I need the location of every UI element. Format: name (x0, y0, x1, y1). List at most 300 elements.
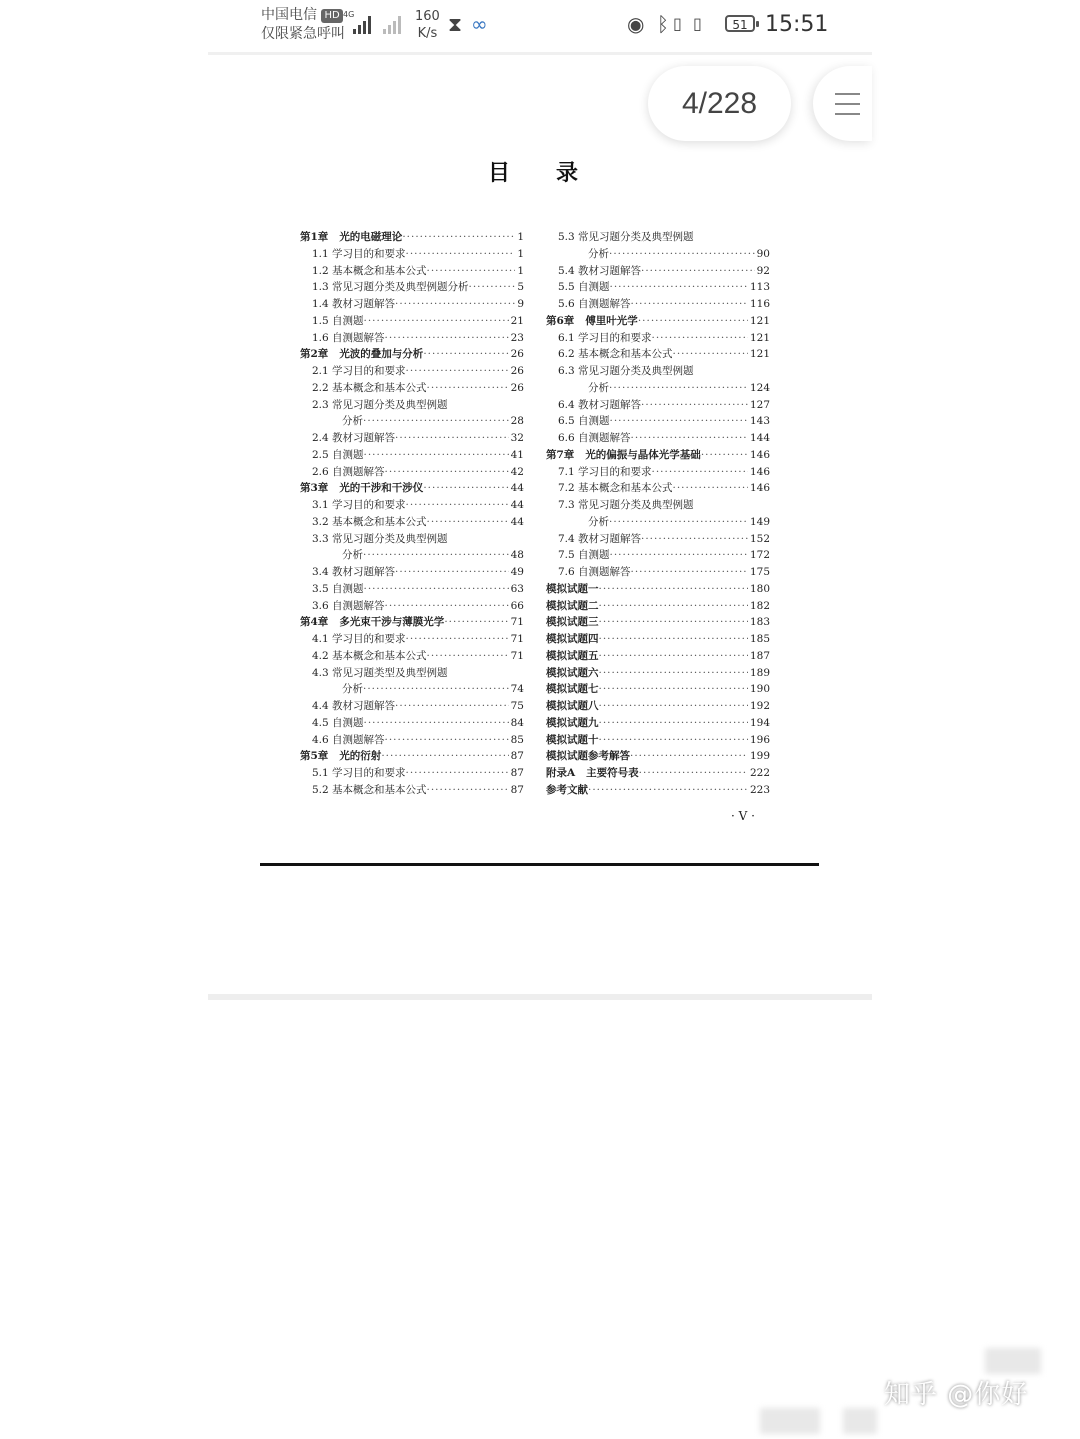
nfc-icon: ▯ (673, 14, 682, 33)
toc-entry-title: 主要符号表 (586, 767, 639, 779)
toc-entry[interactable] (300, 296, 524, 313)
toc-entry[interactable] (546, 715, 770, 732)
toc-entry-title: 常见习题类型及典型例题 (332, 666, 448, 679)
toc-entry[interactable] (546, 447, 770, 464)
toc-entry-title: 光的偏振与晶体光学基础 (585, 448, 701, 461)
toc-entry[interactable] (300, 430, 524, 447)
toc-leader-dots (406, 631, 509, 648)
toc-entry[interactable] (546, 464, 770, 481)
toc-entry[interactable] (546, 296, 770, 313)
toc-entry[interactable] (546, 397, 770, 414)
toc-entry[interactable] (300, 380, 524, 397)
toc-entry-page: 9 (517, 298, 524, 310)
toc-entry-page: 1 (517, 247, 524, 260)
toc-entry-title: 教材习题解答 (578, 398, 641, 411)
toc-entry-title: 自测题 (332, 314, 364, 327)
toc-entry[interactable] (300, 480, 524, 497)
toc-entry[interactable] (300, 665, 524, 682)
toc-leader-dots (444, 614, 508, 631)
toc-entry[interactable] (546, 598, 770, 615)
toc-entry-page: 149 (749, 515, 770, 528)
toc-entry-page: 71 (510, 616, 524, 629)
toc-entry-number: 1.1 (312, 247, 329, 260)
toc-entry-number: 第4章 (300, 616, 329, 629)
toc-column-left (300, 229, 524, 799)
toc-leader-dots (406, 497, 509, 514)
toc-entry[interactable] (546, 413, 770, 430)
battery-icon: 51 (725, 15, 755, 32)
toc-entry-title: 基本概念和基本公式 (332, 264, 427, 277)
toc-entry-number: 7.3 (558, 499, 575, 511)
toc-entry-title: 基本概念和基本公式 (332, 515, 427, 528)
toc-entry-title: 自测题解答 (578, 566, 631, 578)
toc-entry-title: 分析 (588, 515, 609, 528)
toc-entry[interactable] (300, 497, 524, 514)
toc-entry[interactable] (546, 514, 770, 531)
toc-leader-dots (364, 447, 509, 464)
toc-entry-page: 1 (517, 264, 524, 277)
toc-entry[interactable] (546, 279, 770, 296)
toc-leader-dots (363, 413, 509, 430)
toc-entry-title: 自测题 (578, 281, 610, 294)
toc-leader-dots (610, 413, 748, 430)
toc-leader-dots (609, 380, 748, 397)
toc-entry[interactable] (300, 330, 524, 347)
toc-entry-title: 分析 (342, 683, 363, 696)
toc-entry-title: 教材习题解答 (332, 700, 395, 712)
toc-leader-dots (395, 430, 509, 447)
toc-entry-number: 2.6 (312, 465, 329, 478)
toc-leader-dots (423, 346, 508, 363)
toc-entry[interactable] (546, 346, 770, 363)
page-bottom-rule (260, 863, 819, 866)
toc-leader-dots (469, 279, 516, 296)
toc-entry-title: 傅里叶光学 (585, 314, 638, 327)
toc-entry-title: 模拟试题七 (546, 683, 599, 696)
toc-leader-dots (385, 330, 509, 347)
toc-leader-dots (364, 581, 509, 598)
toc-entry[interactable] (546, 229, 770, 246)
toc-entry[interactable] (300, 514, 524, 531)
toc-entry-title: 基本概念和基本公式 (332, 783, 427, 796)
toc-entry[interactable] (300, 732, 524, 749)
menu-icon (835, 93, 860, 95)
page-number-roman: · V · (731, 809, 755, 823)
toc-leader-dots (631, 564, 748, 581)
toc-entry-number: 第6章 (546, 314, 575, 327)
toc-leader-dots (427, 648, 509, 665)
toc-entry-page: 44 (510, 482, 524, 495)
toc-entry[interactable] (546, 263, 770, 280)
toc-entry-number: 1.4 (312, 298, 329, 310)
toc-leader-dots (609, 514, 748, 531)
toc-entry[interactable] (546, 732, 770, 749)
toc-entry-page: 182 (749, 599, 770, 612)
toc-entry-number: 5.3 (558, 231, 575, 243)
toc-entry-title: 模拟试题九 (546, 716, 599, 729)
toc-entry-number: 附录A (546, 767, 576, 779)
hd-badge: HD (321, 9, 342, 23)
toc-entry-title: 教材习题解答 (578, 264, 641, 277)
toc-entry[interactable] (300, 698, 524, 715)
toc-entry[interactable] (300, 346, 524, 363)
toc-leader-dots (599, 614, 748, 631)
toc-entry-title: 教材习题解答 (332, 566, 395, 578)
toc-leader-dots (639, 765, 748, 782)
toc-entry-number: 4.5 (312, 716, 329, 729)
speed-value: 160 (415, 9, 440, 24)
toc-entry[interactable] (300, 279, 524, 296)
toc-entry-page: 74 (510, 683, 524, 696)
toc-entry-number: 5.5 (558, 281, 575, 294)
toc-entry-title: 学习目的和要求 (578, 465, 652, 478)
toc-entry-page: 172 (749, 549, 770, 562)
toc-entry-title: 基本概念和基本公式 (332, 381, 427, 394)
toc-entry[interactable] (300, 782, 524, 799)
toc-entry-number: 7.5 (558, 549, 575, 562)
toc-entry[interactable] (546, 581, 770, 598)
toc-entry-title: 模拟试题三 (546, 616, 599, 629)
toc-entry-number: 第7章 (546, 448, 575, 461)
toc-entry[interactable] (300, 598, 524, 615)
toc-leader-dots (609, 246, 755, 263)
toc-entry[interactable] (300, 246, 524, 263)
toc-entry-page: 49 (510, 566, 524, 578)
toc-entry-title: 自测题 (332, 582, 364, 595)
toc-entry-title: 自测题 (332, 448, 364, 461)
toc-entry-page: 85 (510, 733, 524, 746)
toc-entry-title: 模拟试题八 (546, 700, 599, 712)
toc-entry[interactable] (300, 447, 524, 464)
toc-entry-page: 32 (510, 432, 524, 444)
toc-leader-dots (385, 732, 509, 749)
toc-entry-title: 自测题解答 (332, 733, 385, 746)
toc-leader-dots (599, 631, 748, 648)
toc-entry[interactable] (546, 748, 770, 765)
toc-leader-dots (364, 715, 509, 732)
toc-entry-number: 6.5 (558, 415, 575, 428)
blurred-area (985, 1348, 1041, 1374)
toc-entry-title: 光的电磁理论 (339, 231, 403, 243)
toc-entry-number: 1.2 (312, 264, 329, 277)
vibrate-icon: ▯ (693, 14, 702, 33)
page-indicator[interactable]: 4/228 (648, 66, 791, 141)
toc-leader-dots (395, 564, 509, 581)
toc-leader-dots (364, 313, 509, 330)
toc-leader-dots (599, 732, 748, 749)
toc-entry[interactable] (300, 631, 524, 648)
toc-entry-number: 3.5 (312, 582, 329, 595)
toc-title: 目录 (488, 160, 625, 186)
toc-entry-page: 44 (510, 515, 524, 528)
toc-entry-title: 常见习题分类及典型例题 (332, 532, 448, 545)
toc-entry-title: 模拟试题一 (546, 582, 599, 595)
toc-leader-dots (652, 464, 748, 481)
carrier-info (261, 6, 345, 44)
toc-entry-number: 第1章 (300, 231, 329, 243)
toc-entry-title: 分析 (588, 247, 609, 260)
toc-entry-number: 4.6 (312, 733, 329, 746)
toc-entry[interactable] (300, 648, 524, 665)
toc-entry-number: 3.3 (312, 532, 329, 545)
toc-entry-title: 自测题 (332, 716, 364, 729)
toc-entry-number: 7.4 (558, 532, 575, 545)
toc-leader-dots (385, 464, 509, 481)
toc-entry-number: 1.6 (312, 331, 329, 344)
toc-entry-page: 183 (749, 616, 770, 629)
toc-entry-number: 4.4 (312, 700, 329, 712)
blurred-area (843, 1408, 877, 1434)
toc-leader-dots (406, 765, 509, 782)
hourglass-icon: ⧗ (448, 12, 463, 36)
toc-entry-page: 190 (749, 683, 770, 696)
toc-leader-dots (641, 531, 748, 548)
toc-entry-number: 7.6 (558, 566, 575, 578)
toc-entry-title: 自测题 (578, 549, 610, 562)
toc-leader-dots (599, 665, 748, 682)
toc-entry-number: 2.3 (312, 398, 329, 411)
toc-entry-title: 光波的叠加与分析 (339, 348, 424, 361)
toc-entry-number: 6.2 (558, 348, 575, 361)
toc-entry-page: 196 (749, 733, 770, 746)
clock: 15:51 (765, 12, 829, 37)
toc-entry-number: 第3章 (300, 482, 329, 495)
toc-entry[interactable] (300, 715, 524, 732)
toc-leader-dots (701, 447, 748, 464)
toc-entry[interactable] (300, 531, 524, 548)
toc-leader-dots (641, 263, 755, 280)
toc-entry-page: 192 (749, 700, 770, 712)
toc-entry-title: 常见习题分类及典型例题 (578, 231, 694, 243)
toc-entry-title: 自测题解答 (332, 599, 385, 612)
toc-entry-page: 187 (749, 649, 770, 662)
toc-entry-page: 194 (749, 716, 770, 729)
blurred-area (760, 1408, 820, 1434)
toc-column-right (546, 229, 770, 799)
toc-entry-page: 71 (510, 649, 524, 662)
toc-entry-title: 学习目的和要求 (332, 767, 406, 779)
eye-comfort-icon: ◉ (627, 12, 645, 36)
toc-entry-title: 常见习题分类及典型例题 (578, 499, 694, 511)
toc-entry-title: 自测题解答 (578, 298, 631, 310)
network-speed (415, 8, 440, 42)
toc-entry-number: 2.2 (312, 381, 329, 394)
toc-entry-title: 模拟试题二 (546, 599, 599, 612)
toc-entry[interactable] (546, 648, 770, 665)
toc-entry[interactable] (546, 681, 770, 698)
toc-entry[interactable] (546, 480, 770, 497)
toc-leader-dots (406, 246, 516, 263)
toc-entry-number: 4.2 (312, 649, 329, 662)
toc-entry-page: 146 (749, 465, 770, 478)
toc-entry-number: 4.3 (312, 666, 329, 679)
toc-entry-page: 121 (749, 314, 770, 327)
toc-entry-title: 教材习题解答 (578, 532, 641, 545)
toc-leader-dots (427, 514, 509, 531)
toc-leader-dots (363, 681, 509, 698)
toc-entry-page: 75 (510, 700, 524, 712)
toc-leader-dots (402, 229, 515, 246)
toc-entry-title: 教材习题解答 (332, 432, 395, 444)
toc-entry[interactable] (546, 531, 770, 548)
toc-leader-dots (638, 313, 748, 330)
toc-entry-title: 分析 (342, 415, 363, 428)
toc-entry-page: 42 (510, 465, 524, 478)
toc-entry-number: 5.2 (312, 783, 329, 796)
toc-entry[interactable] (300, 681, 524, 698)
toc-entry[interactable] (546, 363, 770, 380)
toc-entry[interactable] (300, 564, 524, 581)
toc-entry[interactable] (546, 313, 770, 330)
toc-entry-page: 21 (510, 314, 524, 327)
toc-entry[interactable] (300, 464, 524, 481)
toc-entry[interactable] (300, 614, 524, 631)
toc-entry[interactable] (546, 246, 770, 263)
toc-entry-title: 基本概念和基本公式 (578, 348, 673, 361)
toc-entry-number: 3.2 (312, 515, 329, 528)
toc-entry-number: 第5章 (300, 750, 329, 763)
toc-entry-page: 28 (510, 415, 524, 428)
toc-entry-page: 127 (749, 398, 770, 411)
toc-entry-title: 基本概念和基本公式 (332, 649, 427, 662)
toc-entry[interactable] (300, 413, 524, 430)
speed-unit: K/s (417, 26, 438, 41)
carrier-name: 中国电信 (261, 7, 317, 23)
toc-entry-number: 第2章 (300, 348, 329, 361)
toc-entry-page: 66 (510, 599, 524, 612)
toc-entry-title: 分析 (588, 381, 609, 394)
toc-entry-page: 223 (749, 783, 770, 796)
toc-entry-title: 模拟试题五 (546, 649, 599, 662)
bluetooth-icon: ᛒ (657, 12, 669, 36)
toc-entry-title: 多光束干涉与薄膜光学 (339, 616, 445, 629)
toc-entry-page: 92 (756, 264, 770, 277)
toc-leader-dots (652, 330, 748, 347)
signal-strength-icon-sim2 (383, 12, 401, 34)
toc-entry-title: 常见习题分类及典型例题 (332, 398, 448, 411)
toc-entry-title: 自测题解答 (578, 432, 631, 444)
toc-entry[interactable] (546, 564, 770, 581)
toc-entry-page: 121 (749, 331, 770, 344)
toc-entry[interactable] (546, 698, 770, 715)
toc-entry[interactable] (300, 547, 524, 564)
toc-entry[interactable] (546, 497, 770, 514)
toc-entry-number: 3.1 (312, 499, 329, 511)
toc-leader-dots (423, 480, 508, 497)
toc-entry-title: 光的衍射 (339, 750, 382, 763)
toc-entry[interactable] (546, 665, 770, 682)
toc-entry[interactable] (300, 765, 524, 782)
toc-entry[interactable] (300, 313, 524, 330)
toc-leader-dots (599, 581, 748, 598)
toc-entry-title: 学习目的和要求 (578, 331, 652, 344)
toc-entry-title: 常见习题分类及典型例题分析 (332, 281, 469, 294)
emergency-only-text: 仅限紧急呼叫 (261, 26, 345, 42)
toc-leader-dots (363, 547, 509, 564)
toc-entry-page: 48 (510, 549, 524, 562)
toc-entry[interactable] (300, 748, 524, 765)
toc-entry-page: 41 (510, 448, 524, 461)
toc-leader-dots (427, 263, 516, 280)
toc-entry-number: 6.3 (558, 365, 575, 377)
toc-entry-number: 1.5 (312, 314, 329, 327)
toc-entry-number: 2.1 (312, 365, 329, 377)
toc-entry[interactable] (546, 765, 770, 782)
toc-leader-dots (599, 698, 748, 715)
toc-entry-page: 146 (749, 482, 770, 495)
toc-entry-page: 152 (749, 532, 770, 545)
toc-entry-page: 71 (510, 633, 524, 645)
toc-entry-number: 1.3 (312, 281, 329, 294)
toc-entry-number: 3.4 (312, 566, 329, 578)
toc-entry-page: 144 (749, 432, 770, 444)
toc-entry-number: 6.1 (558, 331, 575, 344)
toc-entry-number: 6.6 (558, 432, 575, 444)
toc-entry-page: 121 (749, 348, 770, 361)
toc-entry-title: 学习目的和要求 (332, 365, 406, 377)
toc-entry-number: 4.1 (312, 633, 329, 645)
toc-entry-title: 学习目的和要求 (332, 499, 406, 511)
toc-entry[interactable] (300, 397, 524, 414)
toc-leader-dots (631, 296, 748, 313)
toc-entry-title: 模拟试题六 (546, 666, 599, 679)
toc-entry[interactable] (300, 581, 524, 598)
toc-entry[interactable] (546, 614, 770, 631)
toc-entry-page: 26 (510, 381, 524, 394)
toc-entry-page: 44 (510, 499, 524, 511)
toc-entry-page: 146 (749, 448, 770, 461)
toc-entry-title: 分析 (342, 549, 363, 562)
toc-entry-number: 6.4 (558, 398, 575, 411)
toc-entry-page: 116 (749, 298, 770, 310)
status-bar (255, 0, 835, 52)
toc-entry-title: 参考文献 (546, 783, 588, 796)
toc-entry[interactable] (546, 330, 770, 347)
toc-leader-dots (427, 782, 509, 799)
toc-entry-title: 光的干涉和干涉仪 (339, 482, 424, 495)
toc-entry-title: 教材习题解答 (332, 298, 395, 310)
toc-entry-page: 222 (749, 767, 770, 779)
toc-entry-number: 7.2 (558, 482, 575, 495)
toc-entry-page: 1 (517, 231, 524, 243)
toc-entry[interactable] (546, 782, 770, 799)
toc-entry-number: 2.5 (312, 448, 329, 461)
toc-entry[interactable] (546, 631, 770, 648)
toc-leader-dots (395, 698, 509, 715)
toc-entry-title: 自测题 (578, 415, 610, 428)
network-type: 4G (343, 10, 355, 19)
toc-entry-page: 175 (749, 566, 770, 578)
toc-leader-dots (610, 547, 748, 564)
toc-entry[interactable] (546, 380, 770, 397)
toc-leader-dots (673, 346, 748, 363)
toc-leader-dots (381, 748, 508, 765)
toc-entry-number: 7.1 (558, 465, 575, 478)
toc-entry-page: 63 (510, 582, 524, 595)
toc-entry[interactable] (546, 547, 770, 564)
toc-entry-page: 185 (749, 633, 770, 645)
toc-entry[interactable] (546, 430, 770, 447)
toc-entry[interactable] (300, 229, 524, 246)
toc-leader-dots (599, 598, 748, 615)
toc-entry-page: 189 (749, 666, 770, 679)
toc-entry-title: 常见习题分类及典型例题 (578, 365, 694, 377)
toc-entry[interactable] (300, 363, 524, 380)
toc-entry[interactable] (300, 263, 524, 280)
toc-entry-title: 基本概念和基本公式 (578, 482, 673, 495)
toc-leader-dots (610, 279, 748, 296)
toc-entry-title: 学习目的和要求 (332, 247, 406, 260)
